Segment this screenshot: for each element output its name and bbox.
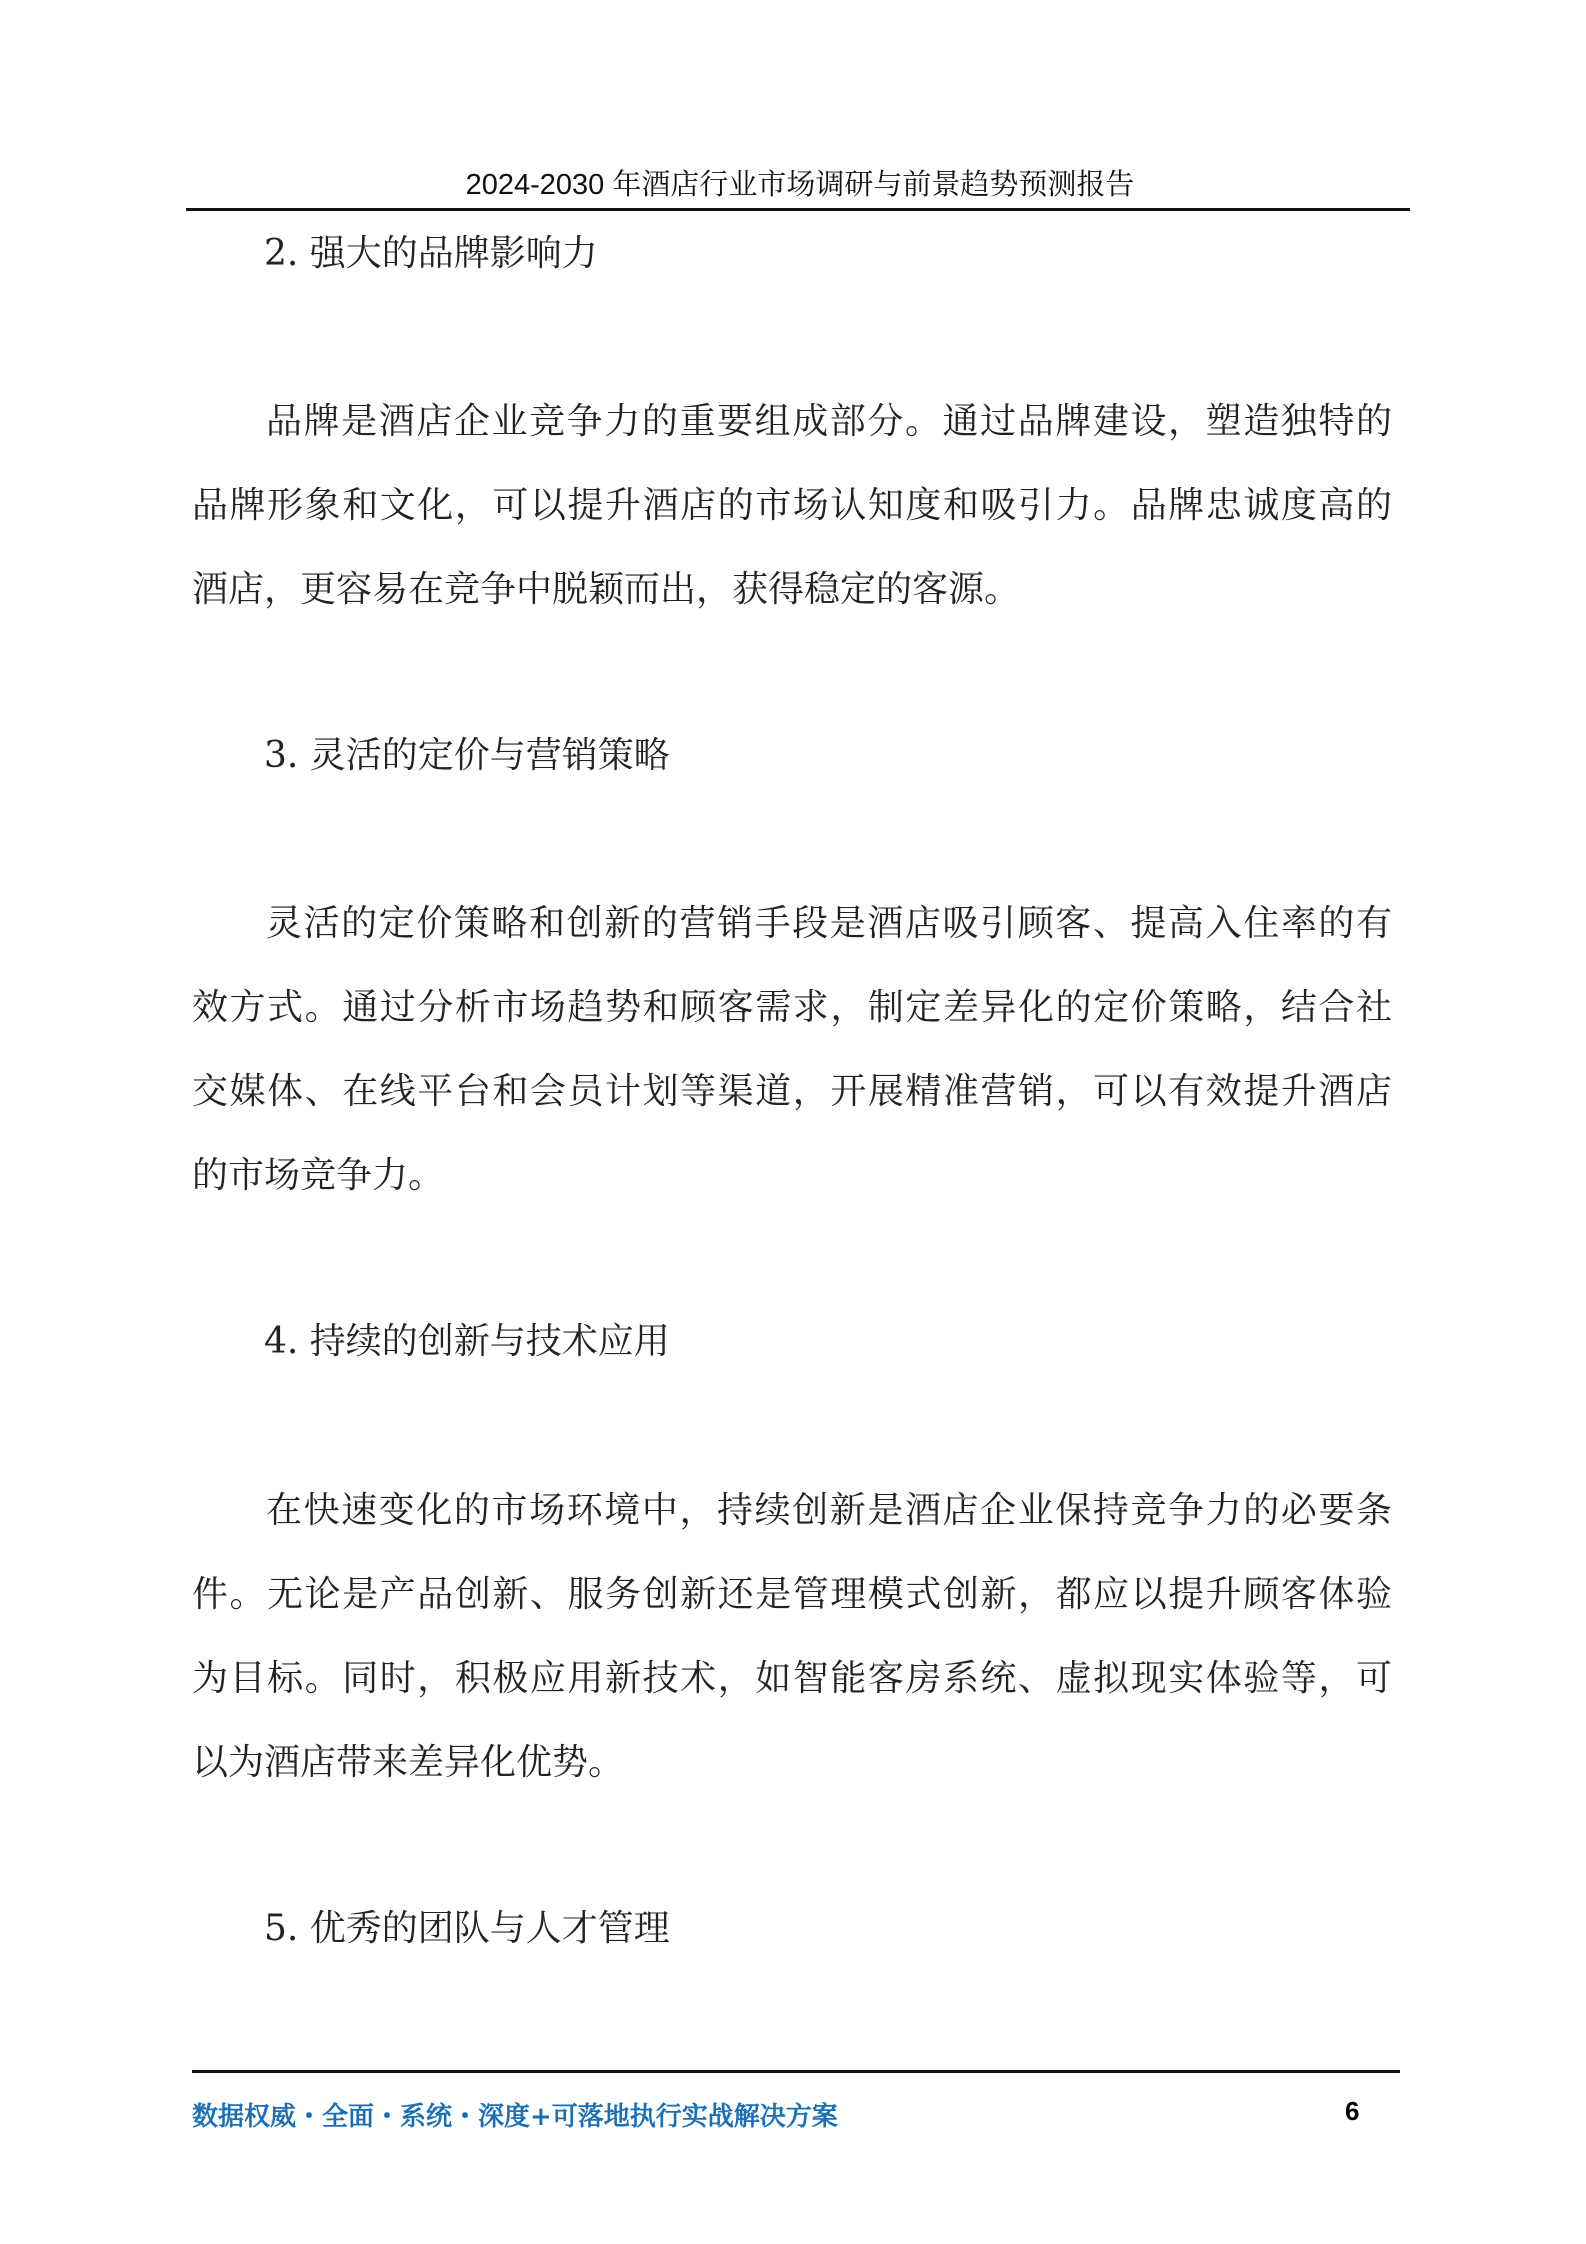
section-heading: 5. 优秀的团队与人才管理	[264, 1908, 670, 1949]
paragraph-line: 效方式。通过分析市场趋势和顾客需求，制定差异化的定价策略，结合社	[192, 987, 1392, 1028]
footer-slogan: 数据权威・全面・系统・深度+可落地执行实战解决方案	[192, 2102, 838, 2132]
paragraph-line: 件。无论是产品创新、服务创新还是管理模式创新，都应以提升顾客体验	[192, 1574, 1392, 1615]
paragraph-line: 灵活的定价策略和创新的营销手段是酒店吸引顾客、提高入住率的有	[266, 903, 1392, 944]
paragraph-line: 的市场竞争力。	[192, 1155, 445, 1196]
paragraph-line: 品牌形象和文化，可以提升酒店的市场认知度和吸引力。品牌忠诚度高的	[192, 485, 1392, 526]
section-heading: 2. 强大的品牌影响力	[264, 233, 598, 274]
paragraph-line: 以为酒店带来差异化优势。	[192, 1742, 625, 1783]
header-divider	[186, 208, 1410, 211]
paragraph	[192, 904, 1392, 1240]
paragraph-line: 交媒体、在线平台和会员计划等渠道，开展精准营销，可以有效提升酒店	[192, 1071, 1392, 1112]
section-heading: 4. 持续的创新与技术应用	[264, 1321, 670, 1362]
page-header-title: 2024-2030 年酒店行业市场调研与前景趋势预测报告	[465, 169, 1135, 201]
paragraph-line: 为目标。同时，积极应用新技术，如智能客房系统、虚拟现实体验等，可	[192, 1658, 1392, 1699]
paragraph	[192, 402, 1392, 654]
paragraph-line: 酒店，更容易在竞争中脱颖而出，获得稳定的客源。	[192, 569, 1021, 610]
paragraph-line: 在快速变化的市场环境中，持续创新是酒店企业保持竞争力的必要条	[266, 1490, 1392, 1531]
section-heading: 3. 灵活的定价与营销策略	[264, 735, 670, 776]
page-number: 6	[1345, 2096, 1360, 2126]
footer-divider	[192, 2070, 1400, 2073]
paragraph	[192, 1491, 1392, 1827]
paragraph-line: 品牌是酒店企业竞争力的重要组成部分。通过品牌建设，塑造独特的	[266, 401, 1392, 442]
